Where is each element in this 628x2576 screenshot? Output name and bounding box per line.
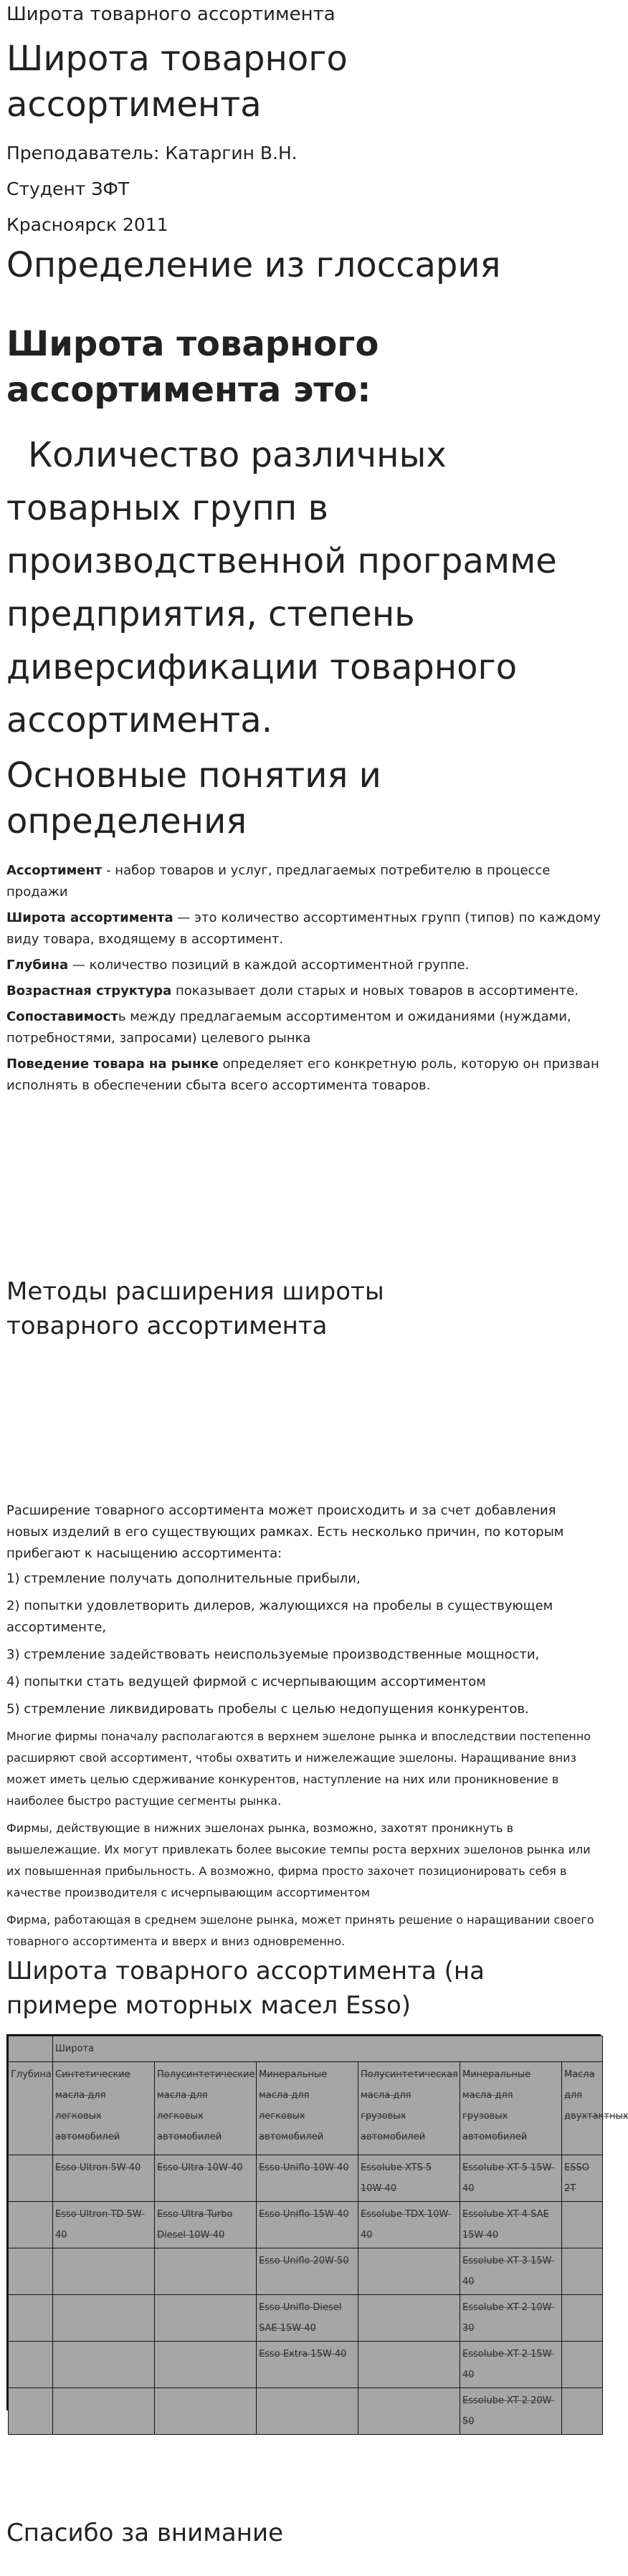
column-header: Полусинтетическая масла для грузовых автомобилей xyxy=(358,2062,460,2155)
assortment-table-frame xyxy=(6,2034,628,2427)
table-cell: Essolube XT 4 SAE 15W-40 xyxy=(460,2202,562,2248)
table-cell xyxy=(358,2342,460,2388)
closing-text: Спасибо за внимание xyxy=(6,2519,283,2547)
table-cell xyxy=(9,2202,53,2248)
table-cell xyxy=(9,2248,53,2295)
table-cell xyxy=(9,2155,53,2202)
table-row xyxy=(9,2388,603,2435)
glossary-term: Широта товарного ассортимента это: xyxy=(6,324,379,410)
table-cell: Essolube XT 5 15W-40 xyxy=(460,2155,562,2202)
concept-term: Широта ассортимента xyxy=(6,910,173,925)
table-cell xyxy=(562,2202,603,2248)
concept-term: Возрастная структура xyxy=(6,983,172,998)
concepts-heading: Основные понятия и определения xyxy=(6,755,381,841)
column-header: Масла для двухтактных xyxy=(562,2062,603,2155)
city-year-line: Красноярск 2011 xyxy=(6,214,168,235)
table-cell xyxy=(9,2388,53,2435)
table-cell xyxy=(358,2248,460,2295)
concept-term: Сопоставимост xyxy=(6,1009,118,1024)
reason-item: 3) стремление задействовать неиспользуемые производственные мощности, xyxy=(6,1647,540,1662)
table-cell xyxy=(562,2388,603,2435)
table-cell: Esso Extra 15W-40 xyxy=(257,2342,358,2388)
table-cell: Esso Ultron TD 5W-40 xyxy=(53,2202,155,2248)
concept-text: - набор товаров и услуг, предлагаемых потребителю в процессе продажи xyxy=(6,863,551,900)
table-cell xyxy=(358,2388,460,2435)
concept-text: — количество позиций в каждой ассортиментной группе. xyxy=(68,958,470,973)
methods-heading: Методы расширения широты товарного ассортимента xyxy=(6,1277,384,1340)
concept-term: Глубина xyxy=(6,958,69,973)
table-cell: Esso Uniflo 10W-40 xyxy=(257,2155,358,2202)
table-cell xyxy=(155,2248,257,2295)
table-cell: Esso Ultra 10W-40 xyxy=(155,2155,257,2202)
table-cell xyxy=(155,2388,257,2435)
table-cell: Esso Uniflo 20W-50 xyxy=(257,2248,358,2295)
table-cell: ESSO 2T xyxy=(562,2155,603,2202)
table-cell: Essolube XTS 5 10W-40 xyxy=(358,2155,460,2202)
width-label: Широта xyxy=(53,2036,603,2062)
table-cell: Essolube XT 2 20W-50 xyxy=(460,2388,562,2435)
concept-item xyxy=(6,981,601,1002)
table-cell xyxy=(562,2295,603,2342)
table-cell xyxy=(53,2342,155,2388)
concept-text: — это количество ассортиментных групп (типов) по каждому виду товара, входящему в ассортимент. xyxy=(6,910,601,947)
concept-text: показывает доли старых и новых товаров в ассортименте. xyxy=(171,983,579,998)
concept-text: ь между предлагаемым ассортиментом и ожиданиями (нуждами, потребностями, запросами) целевого рынка xyxy=(6,1009,571,1046)
methods-paragraph: Фирмы, действующие в нижних эшелонах рынка, возможно, захотят проникнуть в вышележащие. Их могут привлекать более высокие темпы роста верхних эшелонов рынка или их повышенная прибыльность. А возможно, фирма просто захочет позиционировать себя в качестве производителя с исчерпывающим ассортиментом xyxy=(6,1821,591,1899)
table-cell: Essolube XT 3 15W-40 xyxy=(460,2248,562,2295)
methods-paragraph: Многие фирмы поначалу располагаются в верхнем эшелоне рынка и впоследствии постепенно расширяют свой ассортимент, чтобы охватить и нижележащие эшелоны. Наращивание вниз может иметь целью сдерживание конкурентов, наступление на них или проникновение в наиболее быстро растущие сегменты рынка. xyxy=(6,1730,591,1808)
concept-item xyxy=(6,955,601,976)
concept-item xyxy=(6,860,601,903)
depth-label: Глубина xyxy=(9,2062,53,2155)
table-cell xyxy=(53,2248,155,2295)
table-cell xyxy=(155,2295,257,2342)
table-cell: Essolube TDX 10W-40 xyxy=(358,2202,460,2248)
column-header: Полусинтетические масла для легковых автомобилей xyxy=(155,2062,257,2155)
glossary-definition: Количество различных товарных групп в производственной программе предприятия, степень диверсификации товарного ассортимента. xyxy=(6,435,557,740)
table-row xyxy=(9,2342,603,2388)
teacher-line: Преподаватель: Катаргин В.Н. xyxy=(6,143,298,163)
column-header: Минеральные масла для грузовых автомобилей xyxy=(460,2062,562,2155)
concept-text: определяет его конкретную роль, которую он призван исполнять в обеспечении сбыта всего ассортимента товаров. xyxy=(6,1056,599,1093)
table-cell xyxy=(53,2388,155,2435)
glossary-heading: Определение из глоссария xyxy=(6,245,501,285)
table-cell: Esso Ultra Turbo Diesel 10W-40 xyxy=(155,2202,257,2248)
reason-item: 4) попытки стать ведущей фирмой с исчерпывающим ассортиментом xyxy=(6,1674,486,1689)
concept-item xyxy=(6,907,601,950)
concepts-list xyxy=(6,860,601,1101)
concept-item xyxy=(6,1054,601,1097)
table-cell: Esso Uniflo Diesel SAE 15W-40 xyxy=(257,2295,358,2342)
table-row xyxy=(9,2155,603,2202)
table-header-row xyxy=(9,2036,603,2062)
student-line: Студент ЗФТ xyxy=(6,178,130,199)
assortment-table xyxy=(8,2036,628,2435)
table-row xyxy=(9,2295,603,2342)
table-cell xyxy=(9,2295,53,2342)
table-cell xyxy=(358,2295,460,2342)
table-cell: Esso Uniflo 15W-40 xyxy=(257,2202,358,2248)
reason-item: 5) стремление ликвидировать пробелы с целью недопущения конкурентов. xyxy=(6,1702,529,1717)
table-corner-cell xyxy=(9,2036,53,2062)
table-cell xyxy=(9,2342,53,2388)
table-cell xyxy=(53,2295,155,2342)
table-cell xyxy=(257,2388,358,2435)
reason-item: 1) стремление получать дополнительные прибыли, xyxy=(6,1571,361,1586)
reasons-list xyxy=(6,1568,601,1726)
main-title: Широта товарного ассортимента xyxy=(6,39,348,125)
document-header-title: Широта товарного ассортимента xyxy=(6,4,336,25)
table-cell xyxy=(562,2248,603,2295)
table-cell xyxy=(155,2342,257,2388)
concept-term: Ассортимент xyxy=(6,863,103,878)
table-row xyxy=(9,2202,603,2248)
table-columns-row xyxy=(9,2062,603,2155)
methods-paragraphs xyxy=(6,1726,601,1952)
table-row xyxy=(9,2248,603,2295)
column-header: Минеральные масла для легковых автомобилей xyxy=(257,2062,358,2155)
concept-term: Поведение товара на рынке xyxy=(6,1056,219,1072)
column-header: Синтетические масла для легковых автомобилей xyxy=(53,2062,155,2155)
table-cell: Essolube XT 2 10W-30 xyxy=(460,2295,562,2342)
methods-paragraph: Фирма, работающая в среднем эшелоне рынка, может принять решение о наращивании своего товарного ассортимента и вверх и вниз одновременно. xyxy=(6,1913,594,1948)
concept-item xyxy=(6,1006,601,1049)
example-heading: Широта товарного ассортимента (на примере моторных масел Esso) xyxy=(6,1957,485,2020)
reason-item: 2) попытки удовлетворить дилеров, жалующихся на пробелы в существующем ассортименте, xyxy=(6,1598,553,1635)
table-cell: Esso Ultron 5W-40 xyxy=(53,2155,155,2202)
methods-intro: Расширение товарного ассортимента может происходить и за счет добавления новых изделий в его существующих рамках. Есть несколько причин, по которым прибегают к насыщению ассортимента: xyxy=(6,1503,564,1561)
table-cell: Essolube XT 2 15W-40 xyxy=(460,2342,562,2388)
table-cell xyxy=(562,2342,603,2388)
